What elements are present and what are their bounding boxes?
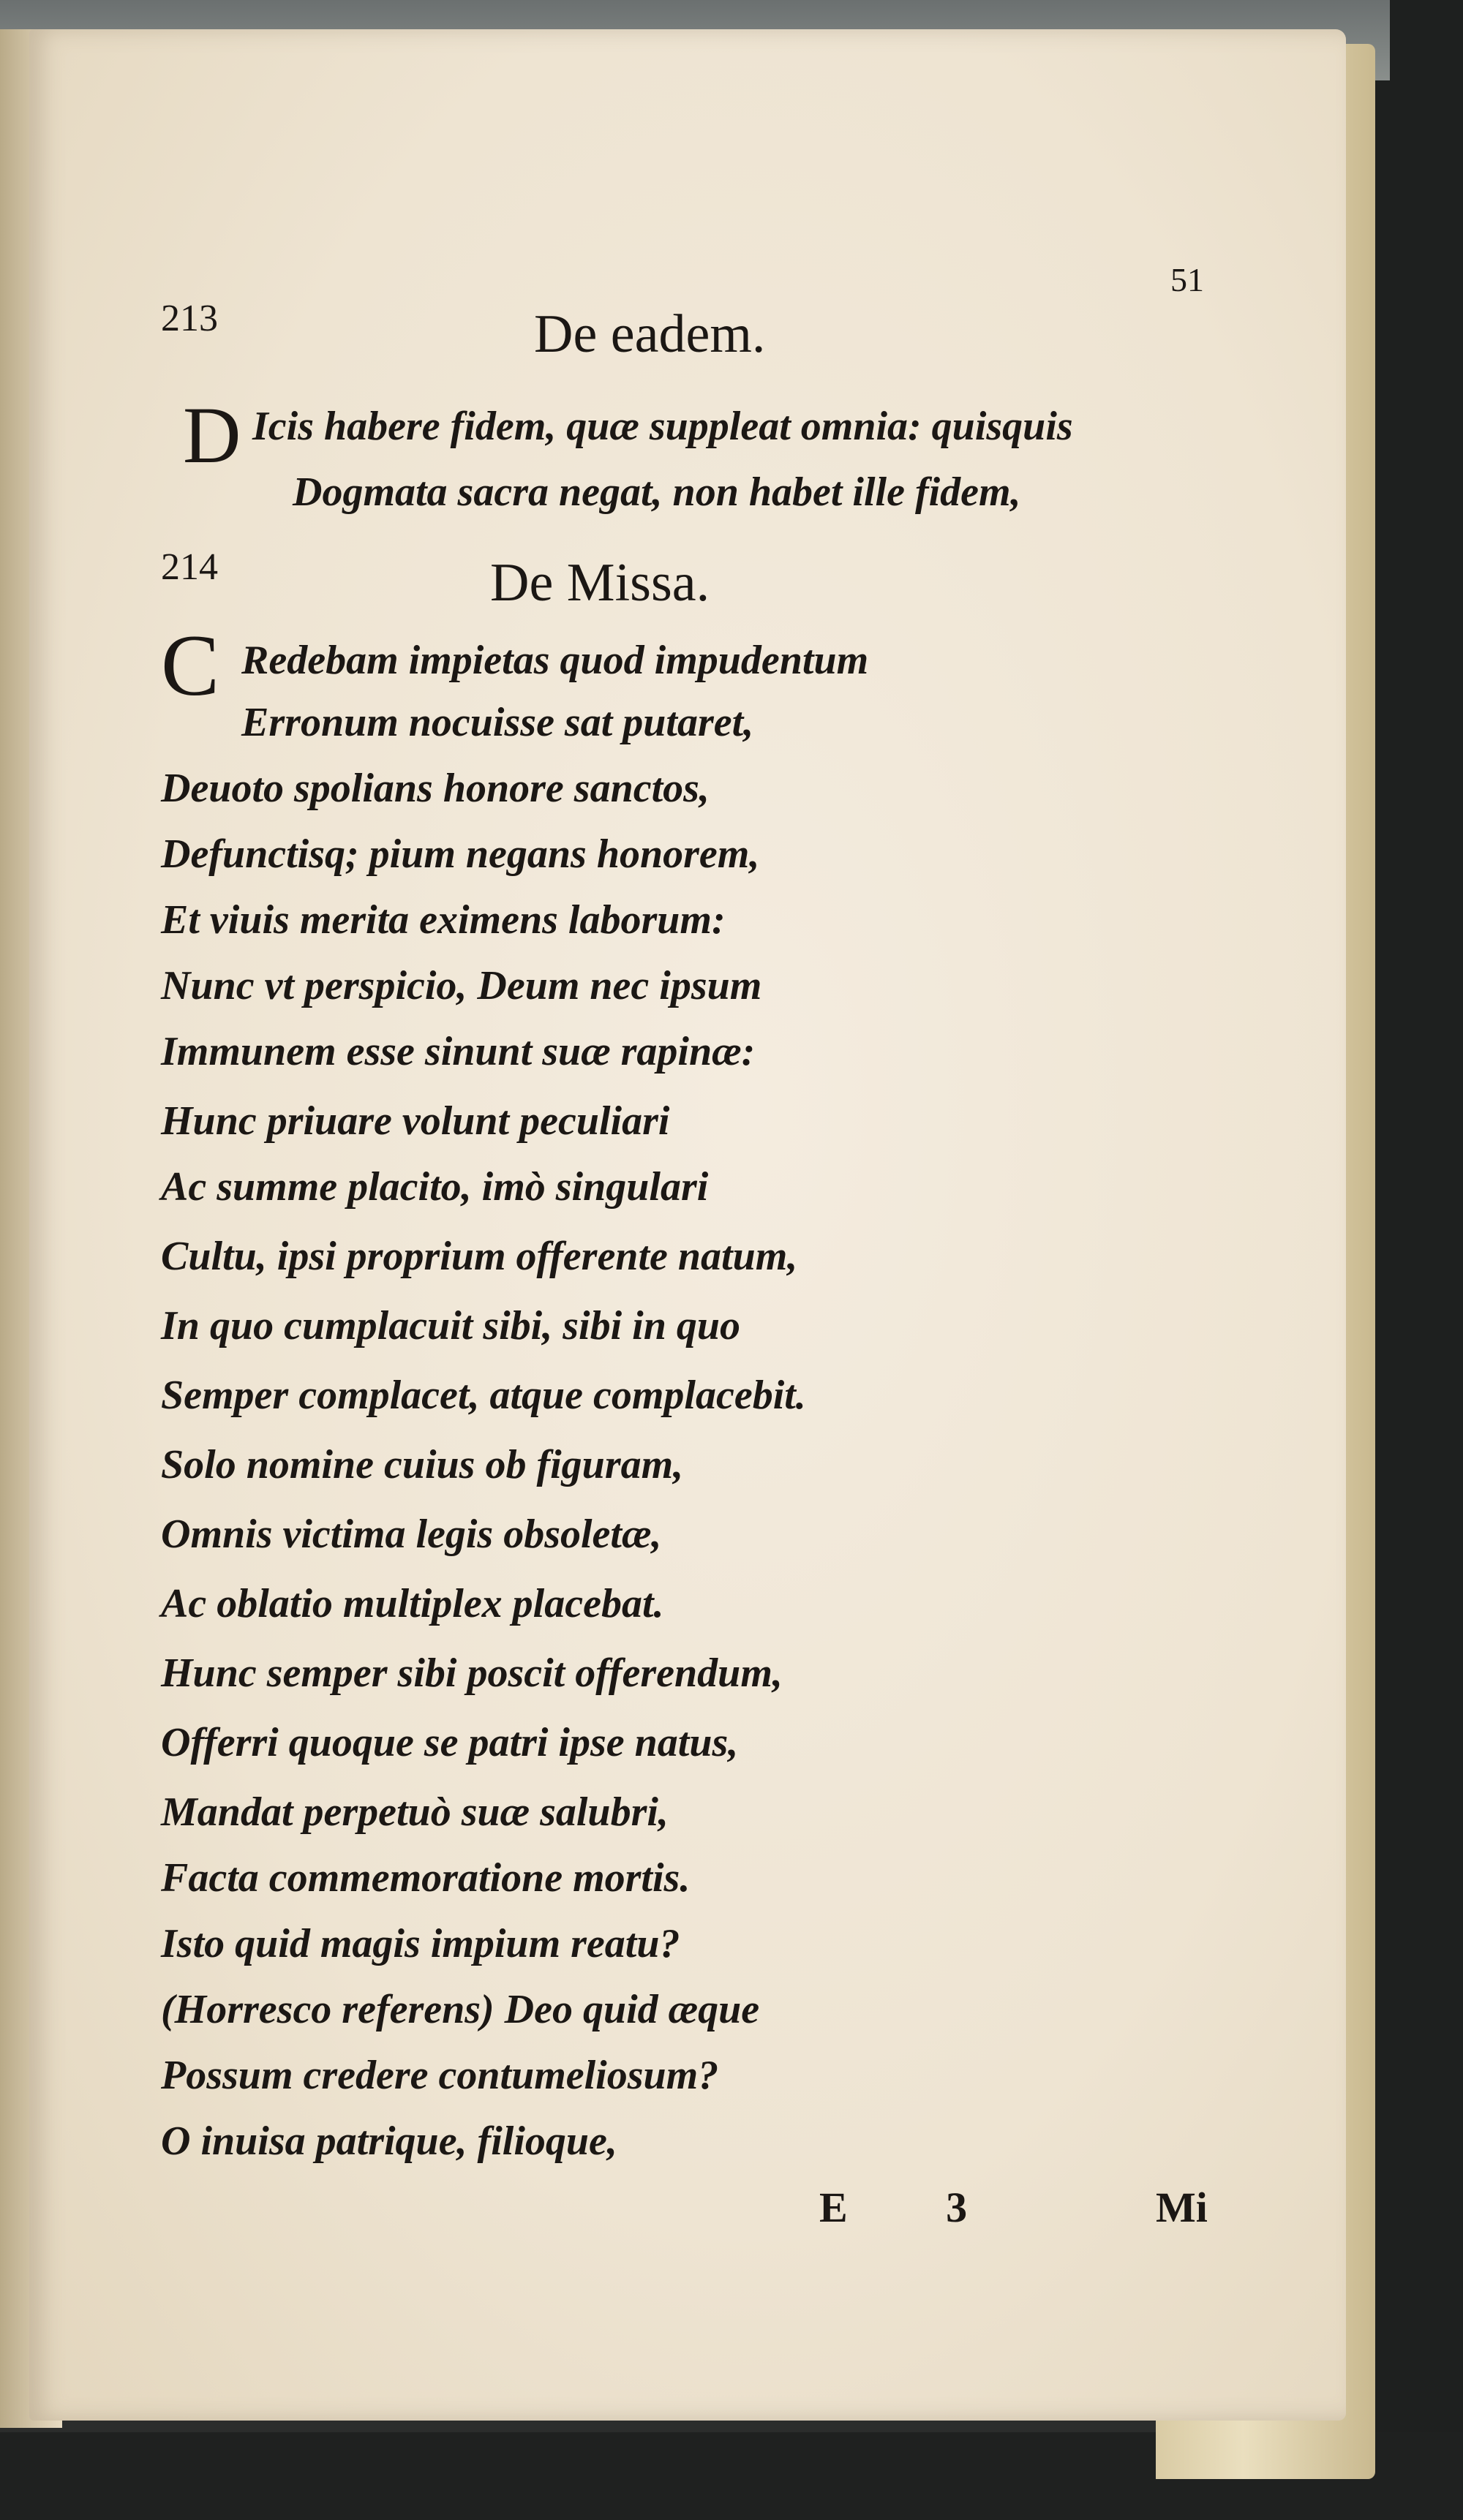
book-page (29, 29, 1346, 2421)
verse-line: Facta commemoratione mortis. (161, 1855, 691, 1901)
verse-line: Dogmata sacra negat, non habet ille fidem, (293, 469, 1021, 515)
drop-capital: C (161, 616, 220, 714)
epigram-number: 213 (161, 298, 218, 339)
epigram-heading: De eadem. (534, 304, 766, 364)
signature-mark: E 3 (819, 2184, 1012, 2231)
epigram-number: 214 (161, 546, 218, 588)
verse-line: Ac oblatio multiplex placebat. (161, 1581, 664, 1626)
verse-line: Defunctisq; pium negans honorem, (161, 831, 760, 877)
catchword: Mi (1156, 2184, 1208, 2231)
verse-line: O inuisa patrique, filioque, (161, 2119, 617, 2164)
verse-line: Semper complacet, atque complacebit. (161, 1373, 806, 1418)
verse-line: Solo nomine cuius ob figuram, (161, 1442, 684, 1487)
verse-line: Erronum nocuisse sat putaret, (241, 700, 754, 745)
folio-number: 51 (1170, 261, 1204, 298)
verse-line: Offerri quoque se patri ipse natus, (161, 1720, 739, 1765)
verse-line: Cultu, ipsi proprium offerente natum, (161, 1234, 798, 1279)
verse-line: Ac summe placito, imò singulari (161, 1164, 709, 1210)
verse-line: In quo cumplacuit sibi, sibi in quo (161, 1303, 740, 1348)
verse-line: Hunc priuare volunt peculiari (161, 1098, 670, 1144)
verse-line: Nunc vt perspicio, Deum nec ipsum (161, 963, 762, 1008)
verse-line: Hunc semper sibi poscit offerendum, (161, 1651, 783, 1696)
drop-capital: D (183, 391, 241, 480)
verse-line: Isto quid magis impium reatu? (161, 1921, 680, 1966)
background-right (1361, 0, 1463, 2520)
verse-line: Et viuis merita eximens laborum: (161, 897, 726, 943)
verse-line: Immunem esse sinunt suæ rapinæ: (161, 1029, 756, 1074)
epigram-heading: De Missa. (490, 553, 710, 613)
verse-line: Icis habere fidem, quæ suppleat omnia: quisquis (252, 404, 1073, 449)
verse-line: Deuoto spolians honore sanctos, (161, 766, 710, 811)
verse-line: Possum credere contumeliosum? (161, 2053, 719, 2098)
verse-line: (Horresco referens) Deo quid æque (161, 1987, 760, 2032)
verse-line: Omnis victima legis obsoletæ, (161, 1512, 662, 1557)
verse-line: Mandat perpetuò suæ salubri, (161, 1789, 669, 1835)
verse-line: Redebam impietas quod impudentum (241, 638, 869, 683)
